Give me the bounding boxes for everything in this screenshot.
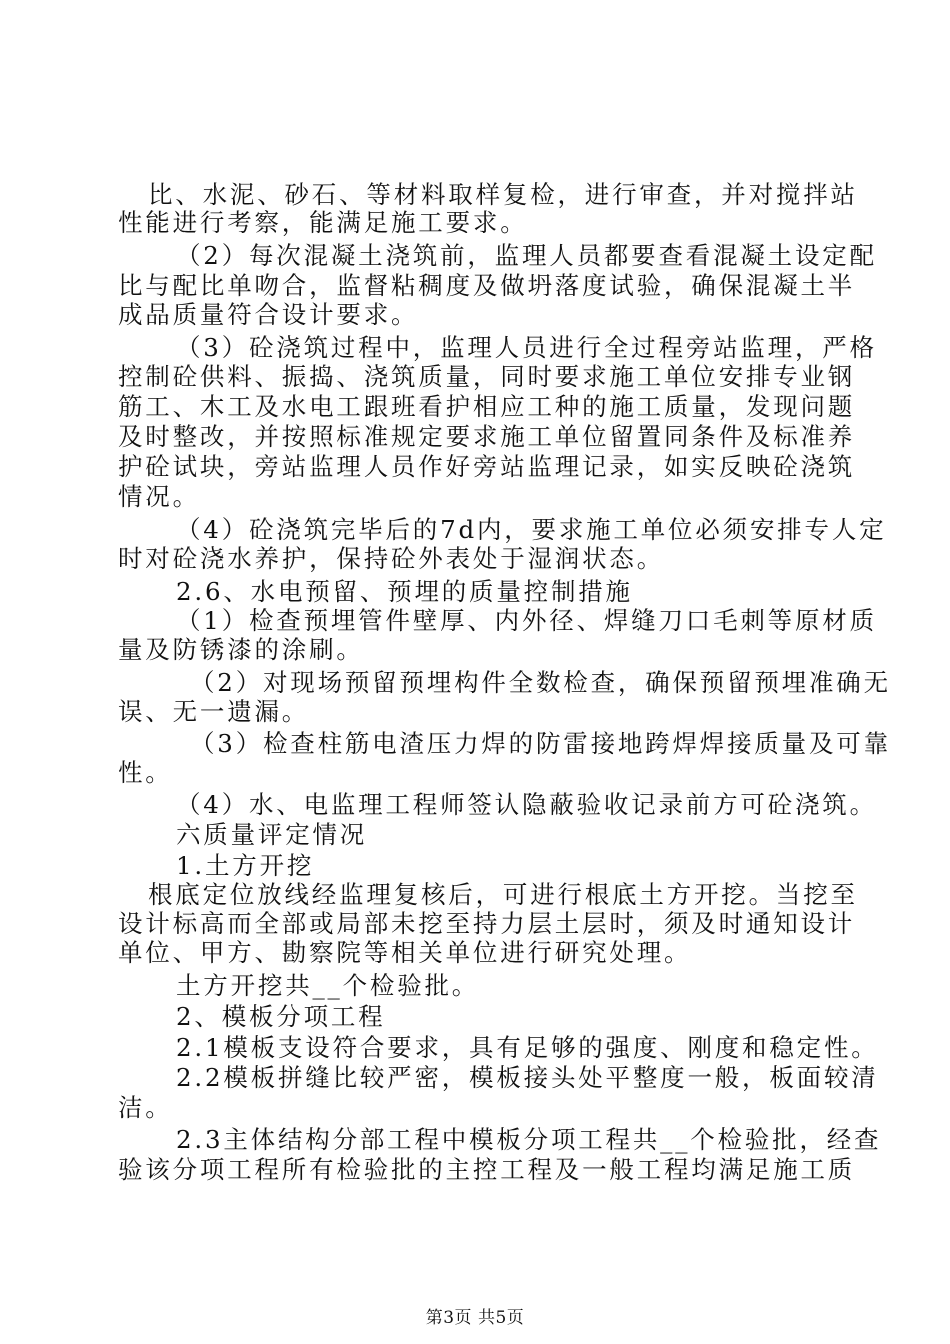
- text-line: 成品质量符合设计要求。: [118, 300, 419, 329]
- text-line: 情况。: [118, 482, 200, 511]
- text-line: 根底定位放线经监理复核后，可进行根底土方开挖。当挖至: [148, 880, 858, 909]
- text-line: 2.3主体结构分部工程中模板分项工程共__个检验批，经查: [176, 1125, 882, 1154]
- text-line: 比、水泥、砂石、等材料取样复检，进行审查，并对搅拌站: [148, 180, 858, 209]
- text-line: （1）检查预埋管件壁厚、内外径、焊缝刀口毛刺等原材质: [176, 606, 877, 635]
- text-line: 洁。: [118, 1093, 173, 1122]
- text-line: 护砼试块，旁站监理人员作好旁站监理记录，如实反映砼浇筑: [118, 452, 856, 481]
- text-line: 性能进行考察，能满足施工要求。: [118, 208, 528, 237]
- text-line: 筋工、木工及水电工跟班看护相应工种的施工质量，发现问题: [118, 392, 856, 421]
- text-line: （4）砼浇筑完毕后的7d内，要求施工单位必须安排专人定: [176, 515, 887, 544]
- text-line: 土方开挖共__个检验批。: [176, 971, 480, 1000]
- text-line: 2.1模板支设符合要求，具有足够的强度、刚度和稳定性。: [176, 1033, 879, 1062]
- page-number-footer: 第3页 共5页: [425, 1308, 525, 1328]
- text-line: （3）砼浇筑过程中，监理人员进行全过程旁站监理，严格: [176, 333, 877, 362]
- text-line: 单位、甲方、勘察院等相关单位进行研究处理。: [118, 938, 692, 967]
- text-line: 验该分项工程所有检验批的主控工程及一般工程均满足施工质: [118, 1155, 856, 1184]
- text-line: 2.2模板拼缝比较严密，模板接头处平整度一般，板面较清: [176, 1063, 879, 1092]
- text-line: 及时整改，并按照标准规定要求施工单位留置同条件及标准养: [118, 422, 856, 451]
- section-heading: 2.6、水电预留、预埋的质量控制措施: [176, 577, 633, 606]
- text-line: （2）对现场预留预埋构件全数检查，确保预留预埋准确无: [190, 668, 891, 697]
- text-line: （4）水、电监理工程师签认隐蔽验收记录前方可砼浇筑。: [176, 790, 877, 819]
- text-line: 控制砼供料、振捣、浇筑质量，同时要求施工单位安排专业钢: [118, 362, 856, 391]
- text-line: 误、无一遗漏。: [118, 697, 310, 726]
- text-line: 设计标高而全部或局部未挖至持力层土层时，须及时通知设计: [118, 909, 856, 938]
- section-heading: 1.土方开挖: [176, 851, 315, 880]
- text-line: 时对砼浇水养护，保持砼外表处于湿润状态。: [118, 544, 664, 573]
- section-heading: 2、模板分项工程: [176, 1002, 386, 1031]
- text-line: （3）检查柱筋电渣压力焊的防雷接地跨焊焊接质量及可靠: [190, 729, 891, 758]
- text-line: （2）每次混凝土浇筑前，监理人员都要查看混凝土设定配: [176, 241, 877, 270]
- text-line: 量及防锈漆的涂刷。: [118, 635, 364, 664]
- text-line: 比与配比单吻合，监督粘稠度及做坍落度试验，确保混凝土半: [118, 271, 856, 300]
- text-line: 性。: [118, 758, 173, 787]
- section-heading: 六质量评定情况: [176, 820, 368, 849]
